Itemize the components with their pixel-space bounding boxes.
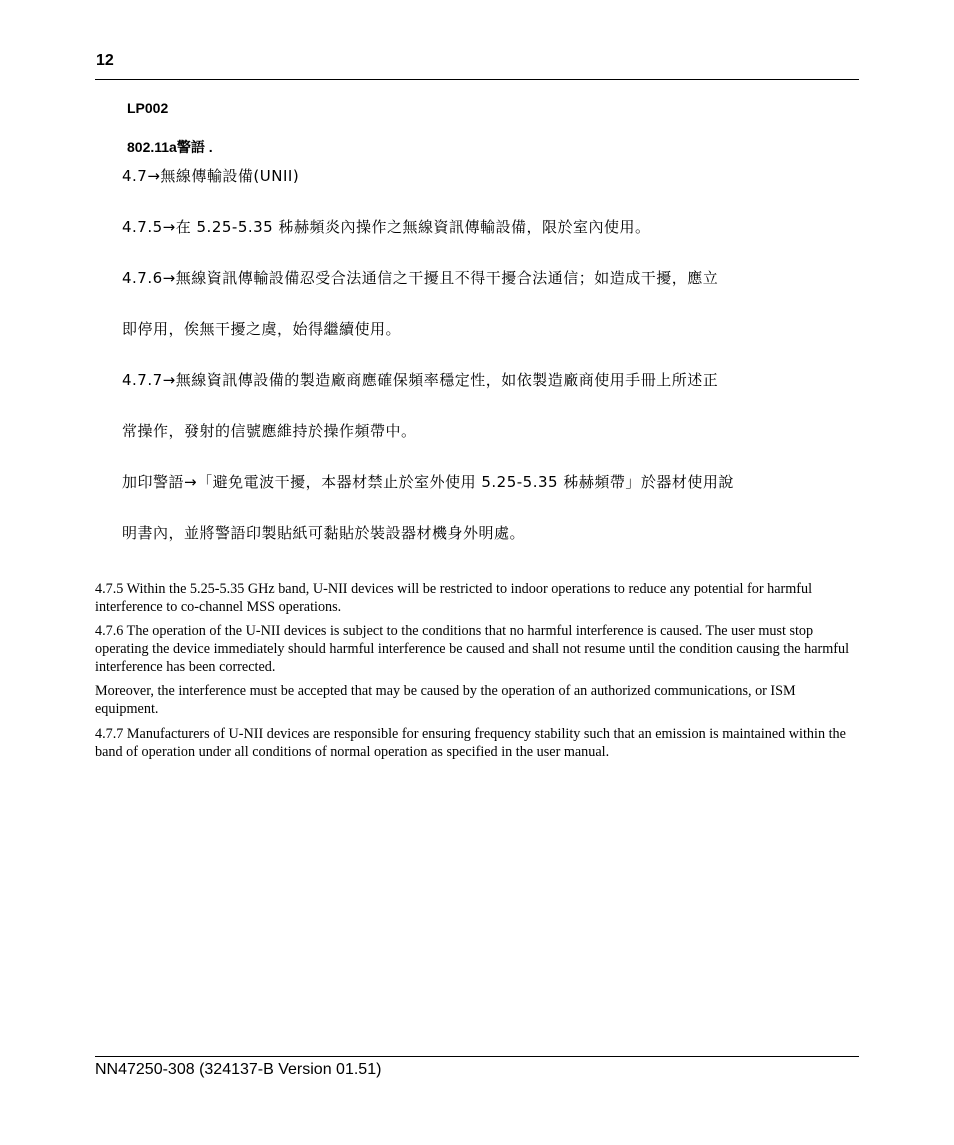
- english-paragraph-4-7-5: 4.7.5 Within the 5.25-5.35 GHz band, U-NII devices will be restricted to indoor operations to reduce any potential for harmful interference to co-channel MSS operations.: [95, 581, 813, 615]
- chinese-line-7: 明書內，並將警語印製貼紙可黏貼於裝設器材機身外明處。: [122, 524, 526, 542]
- english-paragraph-4-7-6: 4.7.6 The operation of the U-NII devices is subject to the conditions that no harmful interference is caused. The user must stop operating the device immediately should harmful interference be caused and shall not resume until the condition causing the harmful interference has been corrected.: [95, 623, 850, 675]
- chinese-line-1: 4.7.5→在 5.25-5.35 秭赫頻炎內操作之無線資訊傳輸設備，限於室內使用。: [122, 218, 651, 236]
- heading-lp002: LP002: [127, 100, 169, 116]
- header-rule: [95, 79, 859, 80]
- footer-rule: [95, 1056, 859, 1057]
- english-paragraph-4-7-7: 4.7.7 Manufacturers of U-NII devices are responsible for ensuring frequency stability such that an emission is maintained within the band of operation under all conditions of normal operation as specified in the user manual.: [95, 726, 846, 760]
- chinese-line-2: 4.7.6→無線資訊傳輸設備忍受合法通信之干擾且不得干擾合法通信；如造成干擾，應立: [122, 269, 719, 287]
- page-number: 12: [96, 52, 114, 69]
- chinese-line-5: 常操作，發射的信號應維持於操作頻帶中。: [122, 422, 417, 440]
- footer-doc-id: NN47250-308 (324137-B Version 01.51): [95, 1061, 382, 1078]
- english-paragraph-moreover: Moreover, the interference must be accepted that may be caused by the operation of an authorized communications, or ISM equipment.: [95, 683, 796, 717]
- chinese-line-6: 加印警語→「避免電波干擾，本器材禁止於室外使用 5.25-5.35 秭赫頻帶」於器材使用說: [122, 473, 734, 491]
- chinese-section-title: 4.7→無線傳輸設備(UNII): [122, 167, 300, 185]
- chinese-line-4: 4.7.7→無線資訊傳設備的製造廠商應確保頻率穩定性，如依製造廠商使用手冊上所述正: [122, 371, 719, 389]
- heading-802-11a-warning: 802.11a警語 .: [127, 139, 213, 155]
- chinese-line-3: 即停用，俟無干擾之虞，始得繼續使用。: [122, 320, 402, 338]
